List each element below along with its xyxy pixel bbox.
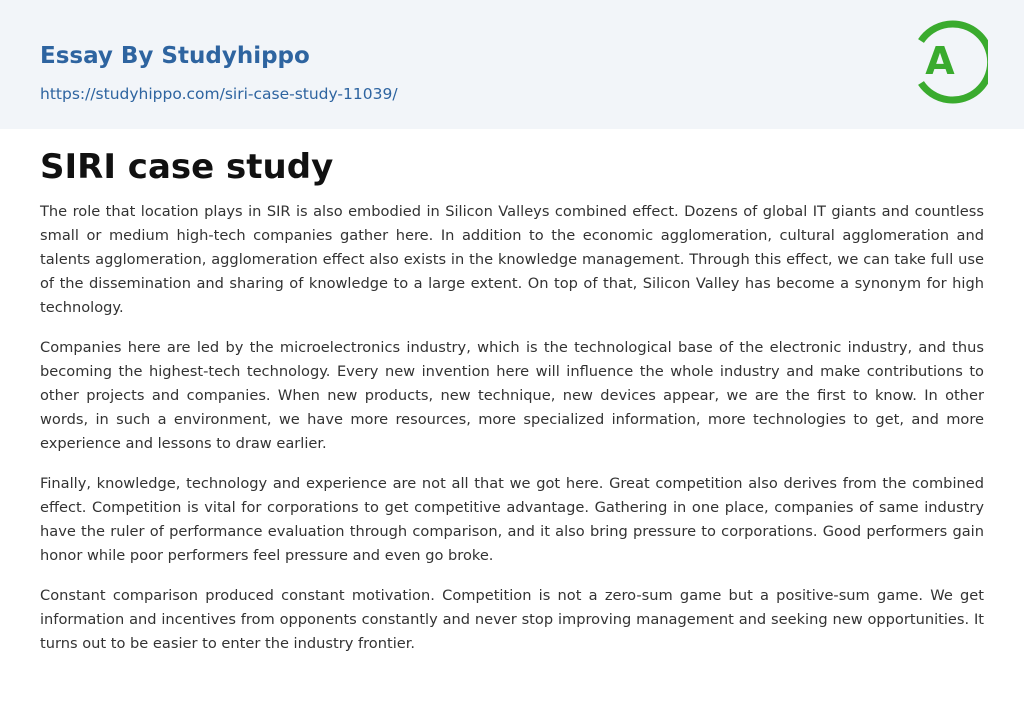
essay-paragraph-2: Companies here are led by the microelectronics industry, which is the technological base of the electronic industry, and thus becoming the highest-tech technology. Every new invention here will influence the whole industry and make contributions to other projects and companies. When new products, new technique, new devices appear, we are the first to know. In other words, in such a environment, we have more resources, more specialized information, more technologies to get, and more experience and lessons to draw earlier. — [40, 339, 984, 452]
ring-logo-icon[interactable] — [912, 18, 988, 106]
logo-letter: A — [925, 39, 955, 83]
essay-content — [40, 143, 984, 656]
site-header — [0, 0, 1024, 129]
essay-paragraph-1: The role that location plays in SIR is also embodied in Silicon Valleys combined effect. Dozens of global IT giants and countless small or medium high-tech companies gather here. In addition to the economic agglomeration, cultural agglomeration and talents agglomeration, agglomeration effect also exists in the knowledge management. Through this effect, we can take full use of the dissemination and sharing of knowledge to a large extent. On top of that, Silicon Valley has become a synonym for high technology. — [40, 203, 984, 316]
source-url-link[interactable]: https://studyhippo.com/siri-case-study-11039/ — [40, 85, 398, 103]
page-title: SIRI case study — [40, 147, 334, 187]
essay-paragraph-3: Finally, knowledge, technology and experience are not all that we got here. Great competition also derives from the combined effect. Competition is vital for corporations to get competitive advantage. Gathering in one place, companies of same industry have the ruler of performance evaluation through comparison, and it also bring pressure to corporations. Good performers gain honor while poor performers feel pressure and even go broke. — [40, 475, 984, 564]
essay-paragraph-4: Constant comparison produced constant motivation. Competition is not a zero-sum game but a positive-sum game. We get information and incentives from opponents constantly and never stop improving management and seeking new opportunities. It turns out to be easier to enter the industry frontier. — [40, 587, 984, 652]
brand-title: Essay By Studyhippo — [40, 43, 310, 69]
